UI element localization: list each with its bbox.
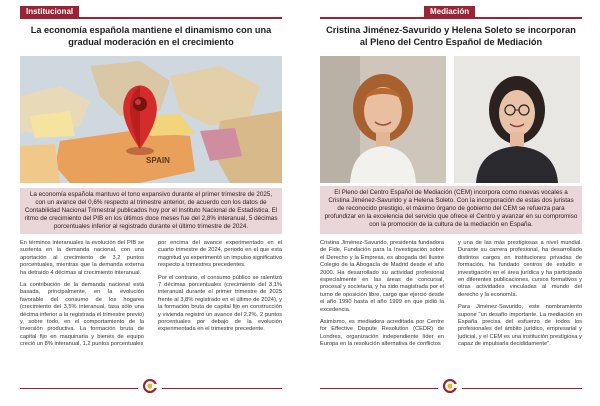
body-column-1 <box>20 240 144 354</box>
article-summary: La economía española mantuvo el tono expansivo durante el primer trimestre de 2025, con un avance del 0,6% respecto al trimestre anterior, de acuerdo con los datos de Contabilidad Nacional Trimestral publicados hoy por el Instituto Nacional de Estadística. El ritmo de crecimiento del PIB en los últimos doce meses fue del 2,8% interanual, 5 décimas porcentuales inferior al registrado durante el último trimestre de 2024. <box>20 188 282 234</box>
map-pin-image <box>20 56 282 183</box>
article-headline: Cristina Jiménez-Savurido y Helena Soleto se incorporan al Pleno del Centro Español de Mediación <box>326 25 576 47</box>
publication-logo <box>443 379 457 393</box>
portrait-photo-left <box>320 56 446 183</box>
body-column-2 <box>458 240 582 354</box>
publication-logo <box>143 379 157 393</box>
map-country-label: SPAIN <box>146 156 170 165</box>
body-column-2 <box>158 240 282 339</box>
paragraph: Por el contrario, el consumo público se ralentizó 7 décimas porcentuales (crecimiento del 3,1% interanual durante el primer trimestre de 2025 frente al 3,8% registrado en el último de 2024), y la formación bruta de capital fijo en construcción y vivienda registró un avance del 2,2%, 2 puntos porcentuales por debajo de la evolución experimentada en el trimestre precedente. <box>158 274 282 333</box>
paragraph: por encima del avance experimentado en el cuarto trimestre de 2024, periodo en el que esta magnitud ya experimentó un impulso significativo respecto a trimestres precedentes. <box>158 240 282 269</box>
right-page <box>300 0 600 406</box>
footer-rule-left <box>320 388 438 389</box>
section-label: Mediación <box>424 6 475 18</box>
body-column-1 <box>320 240 444 354</box>
article-summary: El Pleno del Centro Español de Mediación (CEM) incorpora como nuevas vocales a Cristina Jiménez-Savurido y a Helena Soleto. Con la incorporación de estas dos juristas de reconocido prestigio, el máximo órgano de gobierno del CEM se refuerza para profundizar en la excelencia del servicio que ofrece el Centro y avanzar en su compromiso con la promoción de la cultura de la mediación en España. <box>320 186 582 234</box>
paragraph: y una de las más prestigiosas a nivel mundial. Durante su carrera profesional, ha desarrollado distintos cargos en instituciones privadas de formación, ha fundado centros de estudio e investigación en el área jurídica y ha participado en diferentes publicaciones, cursos formativos y otras actividades vinculadas al mundo del derecho y la economía. <box>458 240 582 298</box>
footer-rule-right <box>162 388 282 389</box>
paragraph: La contribución de la demanda nacional está basada, principalmente, en la evolución favorable del consumo de los hogares (crecimiento del 3,5% interanual, tasa sólo una décima inferior a la registrada el trimestre previo) y, sobre todo, en el comportamiento de la inversión productiva. La formación bruta de capital fijo en maquinaria y bienes de equipo creció un 8% interanual, 1,2 puntos porcentuales <box>20 282 144 348</box>
footer-rule-left <box>20 388 138 389</box>
article-headline: La economía española mantiene el dinamismo con una gradual moderación en el crecimiento <box>30 25 272 47</box>
paragraph: En términos interanuales la evolución del PIB se sustenta en la demanda nacional, con una aportación al crecimiento de 3,2 puntos porcentuales, mientras que la demanda externa ha detraído 4 décimas al crecimiento interanual. <box>20 240 144 276</box>
paragraph: Asimismo, es mediadora acreditada por Centre for Effective Dispute Resolution (CEDR) de Londres, organización independiente líder en Europa en la resolución alternativa de conflictos <box>320 319 444 348</box>
portrait-photo-right <box>454 56 580 183</box>
paragraph: Para Jiménez-Savurido, este nombramiento supone "un desafío importante. La mediación en España precisa del esfuerzo de todos los profesionales del ámbito jurídico, empresarial y judicial, y el CEM es una institución prestigiosa y capaz de impulsarla decididamente". <box>458 304 582 348</box>
footer-rule-right <box>462 388 582 389</box>
section-label: Institucional <box>20 6 79 18</box>
paragraph: Cristina Jiménez-Savurido, presidenta fundadora de Fide, Fundación para la Investigación sobre el Derecho y la Empresa, es abogada del Ilustre Colegio de la Abogacía de Madrid desde el año 2000. Ha desarrollado su actividad profesional especialmente en las áreas de concursal, procesal y societaria, y ha sido magistrada por el turno de oposición libre, cargo que ejerció desde el año 1990 hasta el año 1999 en que pidió la excedencia. <box>320 240 444 313</box>
